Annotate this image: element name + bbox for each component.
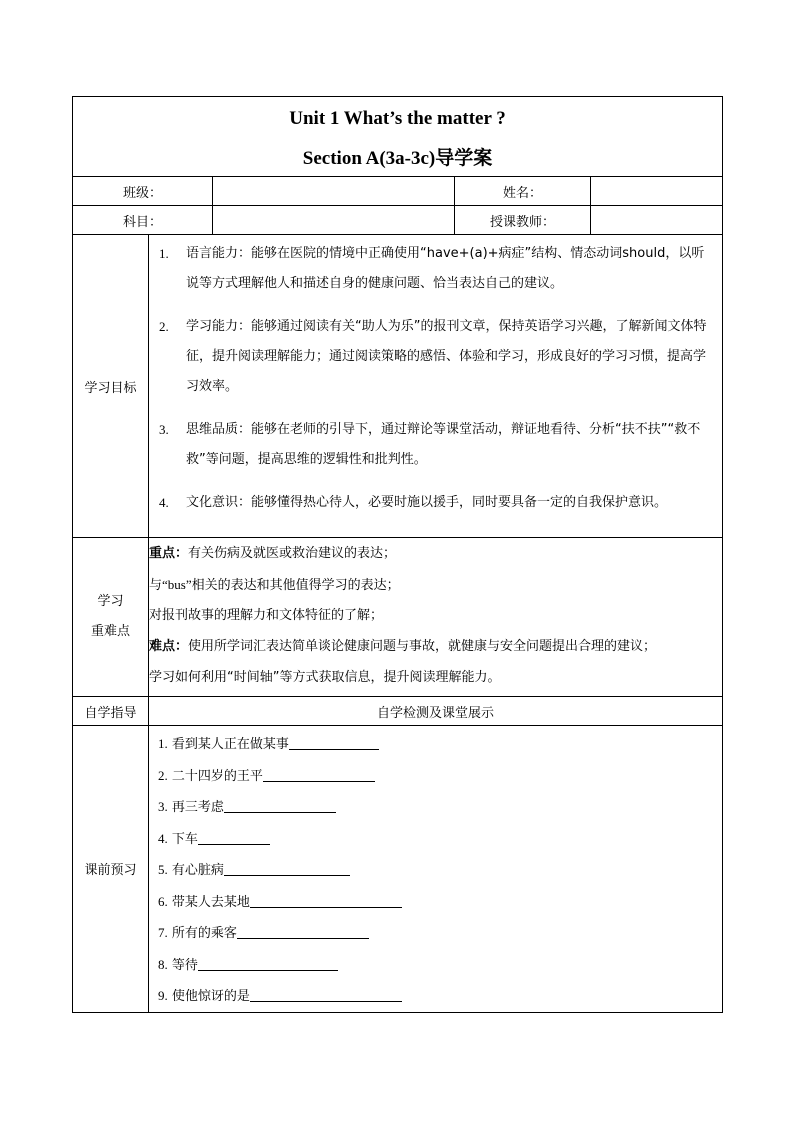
objectives-cell <box>149 235 723 538</box>
answer-blank[interactable] <box>237 924 369 939</box>
preview-item: 1. 看到某人正在做某事 <box>158 728 722 760</box>
difficult-line-1: 难点：使用所学词汇表达简单谈论健康问题与事故，就健康与安全问题提出合理的建议； <box>149 639 657 654</box>
preview-item: 2. 二十四岁的王平 <box>158 760 722 792</box>
title-cell <box>73 97 723 177</box>
objective-item: 1. 语言能力：能够在医院的情境中正确使用“have+(a)+病症”结构、情态动词should，以听说等方式理解他人和描述自身的健康问题、恰当表达自己的建议。 <box>159 246 705 291</box>
class-label: 班级： <box>73 177 213 206</box>
key-points-cell <box>149 538 723 697</box>
answer-blank[interactable] <box>224 861 350 876</box>
preview-item: 4. 下车 <box>158 823 722 855</box>
name-field[interactable] <box>591 177 723 206</box>
preview-item: 7. 所有的乘客 <box>158 917 722 949</box>
important-line-2: 与“bus”相关的表达和其他值得学习的表达； <box>149 577 400 592</box>
answer-blank[interactable] <box>263 767 375 782</box>
important-line-3: 对报刊故事的理解力和文体特征的了解； <box>149 608 384 623</box>
teacher-field[interactable] <box>591 206 723 235</box>
answer-blank[interactable] <box>198 956 338 971</box>
preview-label: 课前预习 <box>73 726 149 1013</box>
page-title: Unit 1 What’s the matter ? <box>289 108 506 129</box>
page-subtitle: Section A(3a-3c)导学案 <box>302 148 493 169</box>
answer-blank[interactable] <box>250 893 402 908</box>
teacher-label: 授课教师： <box>455 206 591 235</box>
worksheet <box>72 96 722 1013</box>
preview-item: 5. 有心脏病 <box>158 854 722 886</box>
subject-field[interactable] <box>213 206 455 235</box>
preview-item: 6. 带某人去某地 <box>158 886 722 918</box>
answer-blank[interactable] <box>250 987 402 1002</box>
preview-item: 9. 使他惊讶的是 <box>158 980 722 1012</box>
answer-blank[interactable] <box>289 735 379 750</box>
objectives-list <box>149 235 722 518</box>
objective-item: 3. 思维品质：能够在老师的引导下，通过辩论等课堂活动，辩证地看待、分析“扶不扶”“救不救”等问题，提高思维的逻辑性和批判性。 <box>159 422 701 467</box>
preview-cell <box>149 726 723 1013</box>
preview-item: 3. 再三考虑 <box>158 791 722 823</box>
subject-label: 科目： <box>73 206 213 235</box>
preview-list <box>149 726 722 1012</box>
answer-blank[interactable] <box>198 830 270 845</box>
objective-item: 2. 学习能力：能够通过阅读有关“助人为乐”的报刊文章，保持英语学习兴趣，了解新闻文体特征，提升阅读理解能力；通过阅读策略的感悟、体验和学习，形成良好的学习习惯，提高学习效率。 <box>159 319 707 394</box>
objectives-label: 学习目标 <box>73 235 149 538</box>
important-line-1: 重点：有关伤病及就医或救治建议的表达； <box>149 546 397 561</box>
name-label: 姓名： <box>455 177 591 206</box>
objective-item: 4. 文化意识：能够懂得热心待人，必要时施以援手，同时要具备一定的自我保护意识。 <box>159 495 668 510</box>
difficult-line-2: 学习如何利用“时间轴”等方式获取信息，提升阅读理解能力。 <box>149 670 501 685</box>
answer-blank[interactable] <box>224 798 336 813</box>
key-points-label: 学习 重难点 <box>73 538 149 697</box>
worksheet-table <box>72 96 723 1013</box>
class-field[interactable] <box>213 177 455 206</box>
preview-item: 8. 等待 <box>158 949 722 981</box>
guide-header-right: 自学检测及课堂展示 <box>149 697 723 726</box>
guide-header-left: 自学指导 <box>73 697 149 726</box>
